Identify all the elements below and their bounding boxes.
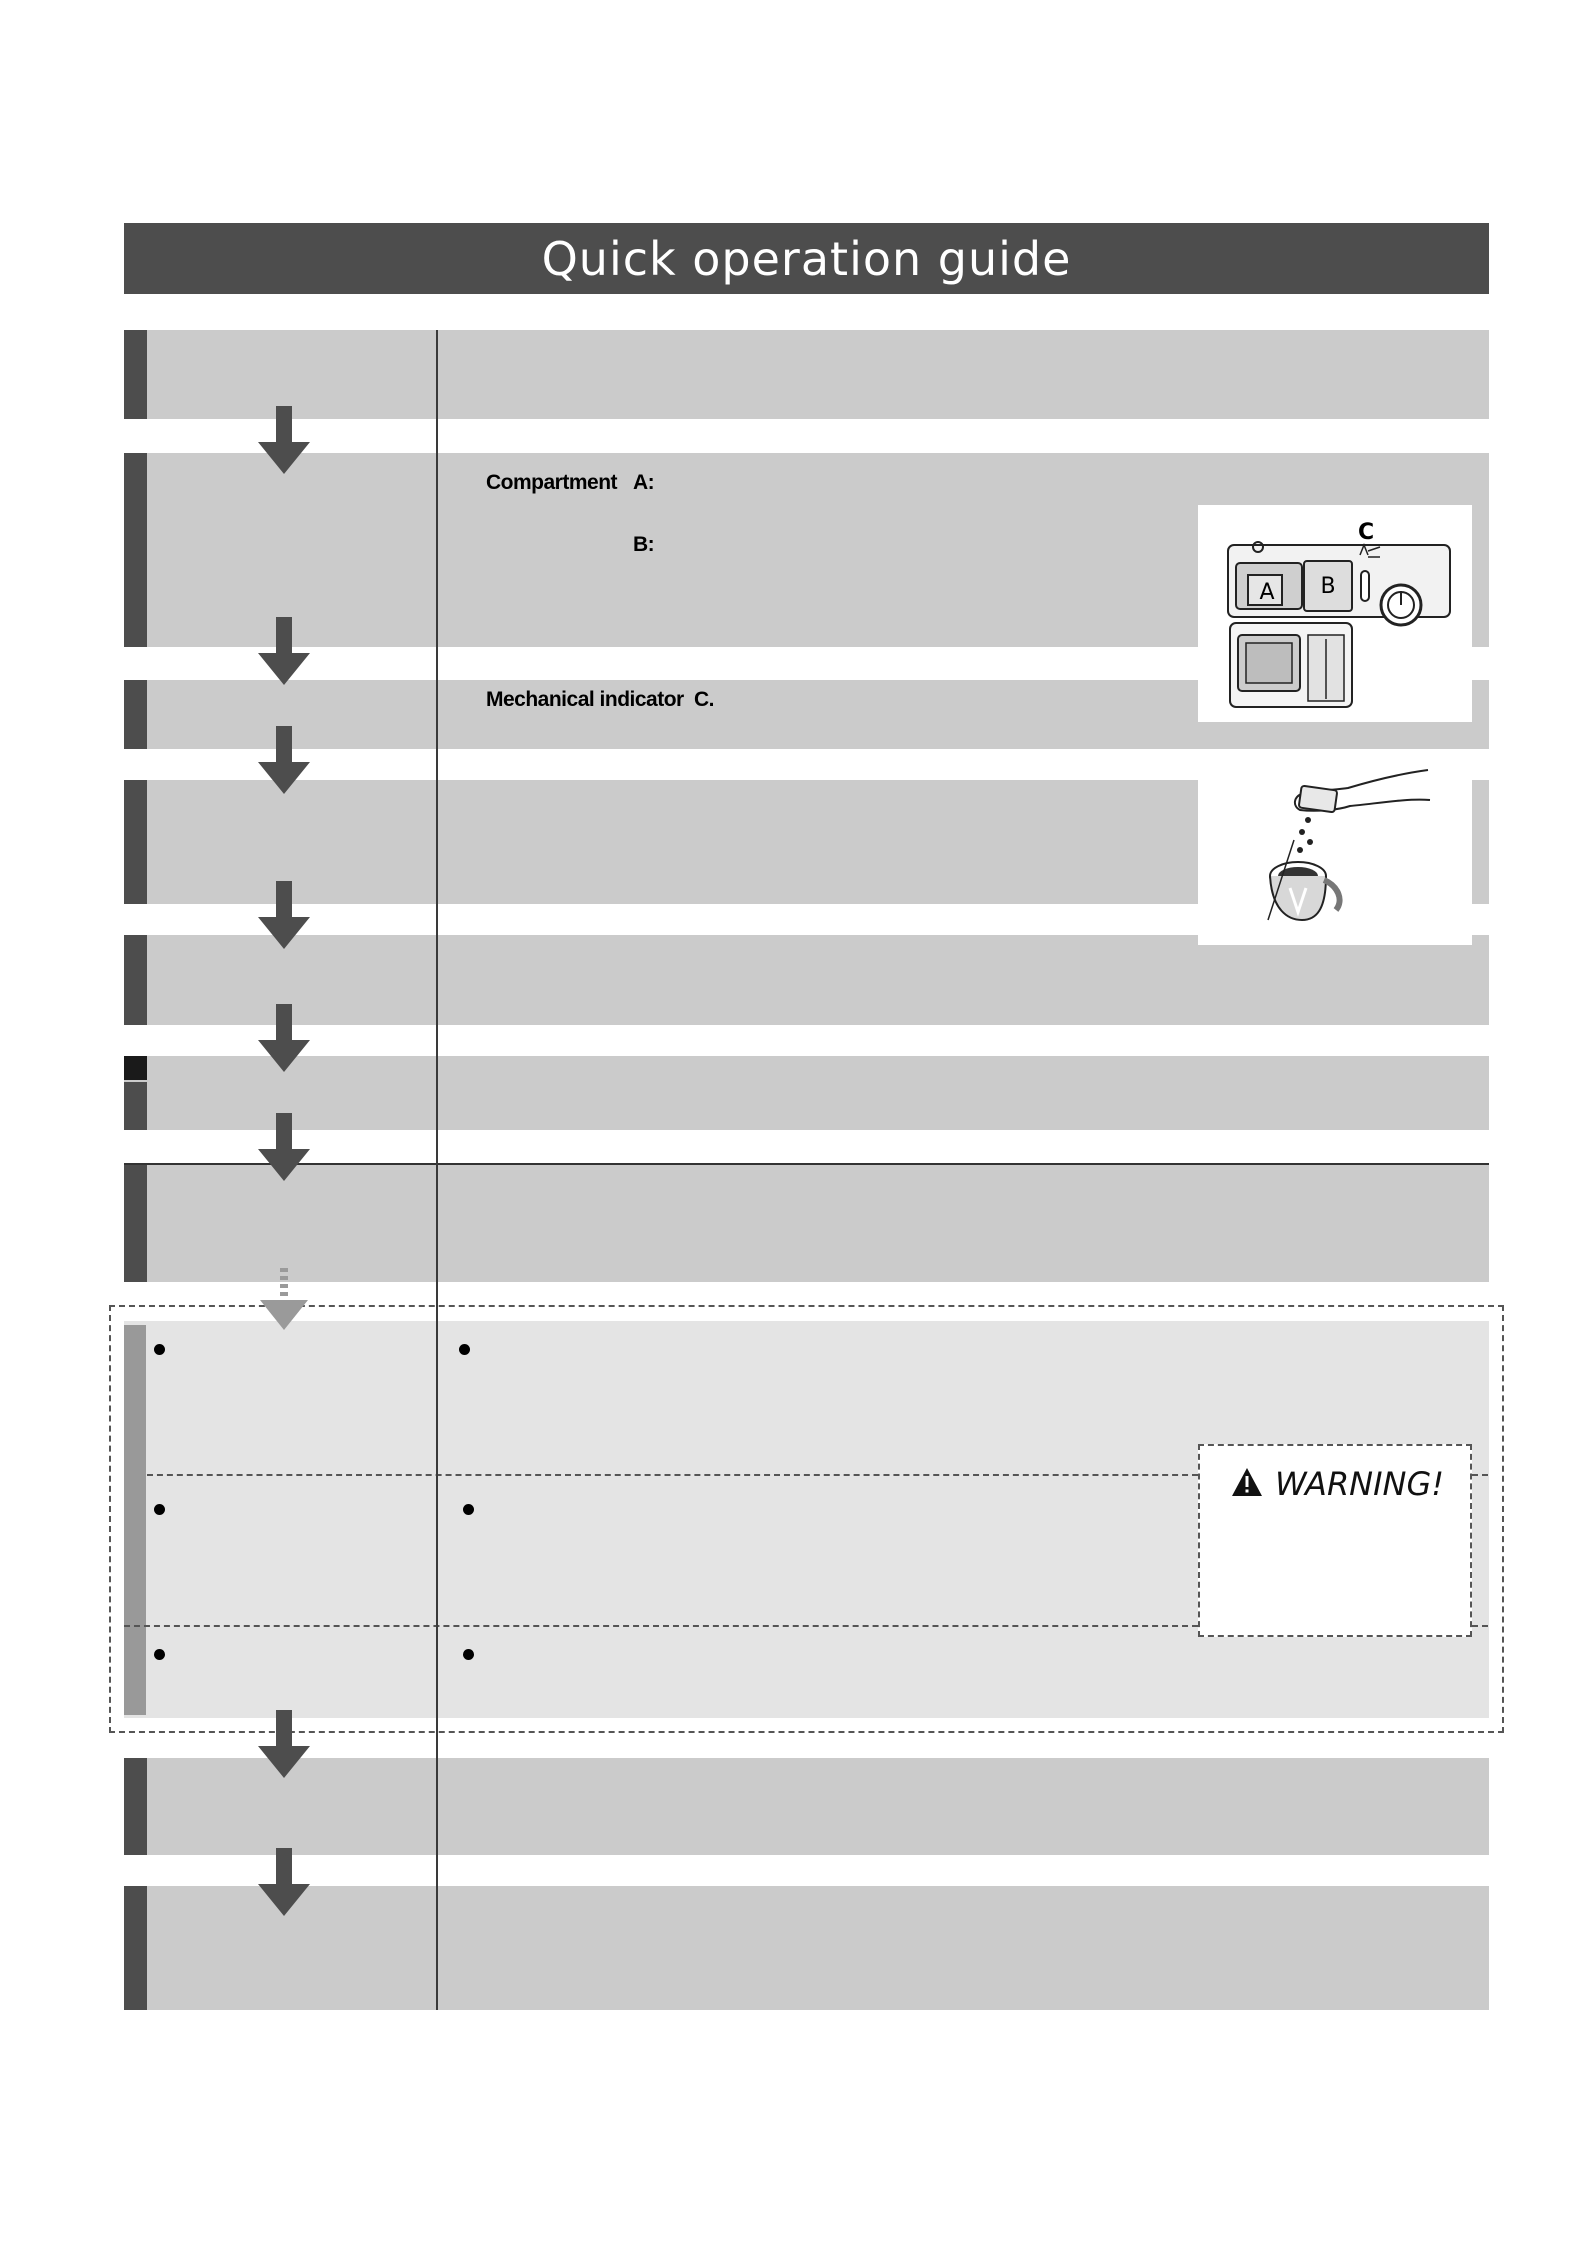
options-divider-2b [1472,1625,1488,1627]
arrow-down-dashed-icon [254,1268,314,1338]
figure-label-b: B [1320,574,1336,599]
options-divider-1 [147,1474,1198,1476]
option-bullet-right-3 [463,1649,474,1660]
step-row-7 [124,1165,1489,1282]
step-row-6 [124,1056,1489,1130]
options-divider-1b [1472,1474,1488,1476]
mechanical-indicator-label: Mechanical indicator [486,688,684,711]
salt-figure [1198,760,1472,945]
figure-label-a: A [1259,580,1275,605]
step-bar-6-marker [124,1056,147,1080]
compartment-b-label: B: [633,533,655,556]
step-bar-4 [124,780,147,904]
indicator-c-label: C. [694,688,714,711]
figure-label-c: C [1358,520,1375,545]
option-bullet-right-2 [463,1504,474,1515]
step-bar-8 [124,1758,147,1855]
step-bar-5 [124,935,147,1025]
warning-title: WARNING! [1275,1465,1445,1503]
arrow-down-icon [254,1113,314,1183]
page-title: Quick operation guide [124,223,1489,294]
warning-icon [1231,1467,1263,1497]
compartment-a-label: A: [633,471,655,494]
step-row-5 [124,935,1489,1025]
compartment-label: Compartment [486,471,618,494]
step-bar-3 [124,680,147,749]
step-row-9 [124,1886,1489,2010]
option-bullet-left-3 [154,1649,165,1660]
arrow-down-icon [254,881,314,951]
options-divider-2 [124,1625,1198,1627]
arrow-down-icon [254,1004,314,1074]
arrow-down-icon [254,617,314,687]
dispenser-illustration [1198,505,1472,722]
step-bar-7 [124,1165,147,1282]
arrow-down-icon [254,1848,314,1918]
step-bar-2 [124,453,147,647]
arrow-down-icon [254,406,314,476]
hand-pouring-illustration [1198,760,1472,945]
option-bullet-left-2 [154,1504,165,1515]
option-bullet-right-1 [459,1344,470,1355]
step-bar-6 [124,1082,147,1130]
option-bullet-left-1 [154,1344,165,1355]
dispenser-figure [1198,505,1472,722]
step-bar-9 [124,1886,147,2010]
column-divider [436,330,438,2010]
step-row-8 [124,1758,1489,1855]
arrow-down-icon [254,726,314,796]
step-bar-1 [124,330,147,419]
arrow-down-icon [254,1710,314,1780]
step-row-1 [124,330,1489,419]
